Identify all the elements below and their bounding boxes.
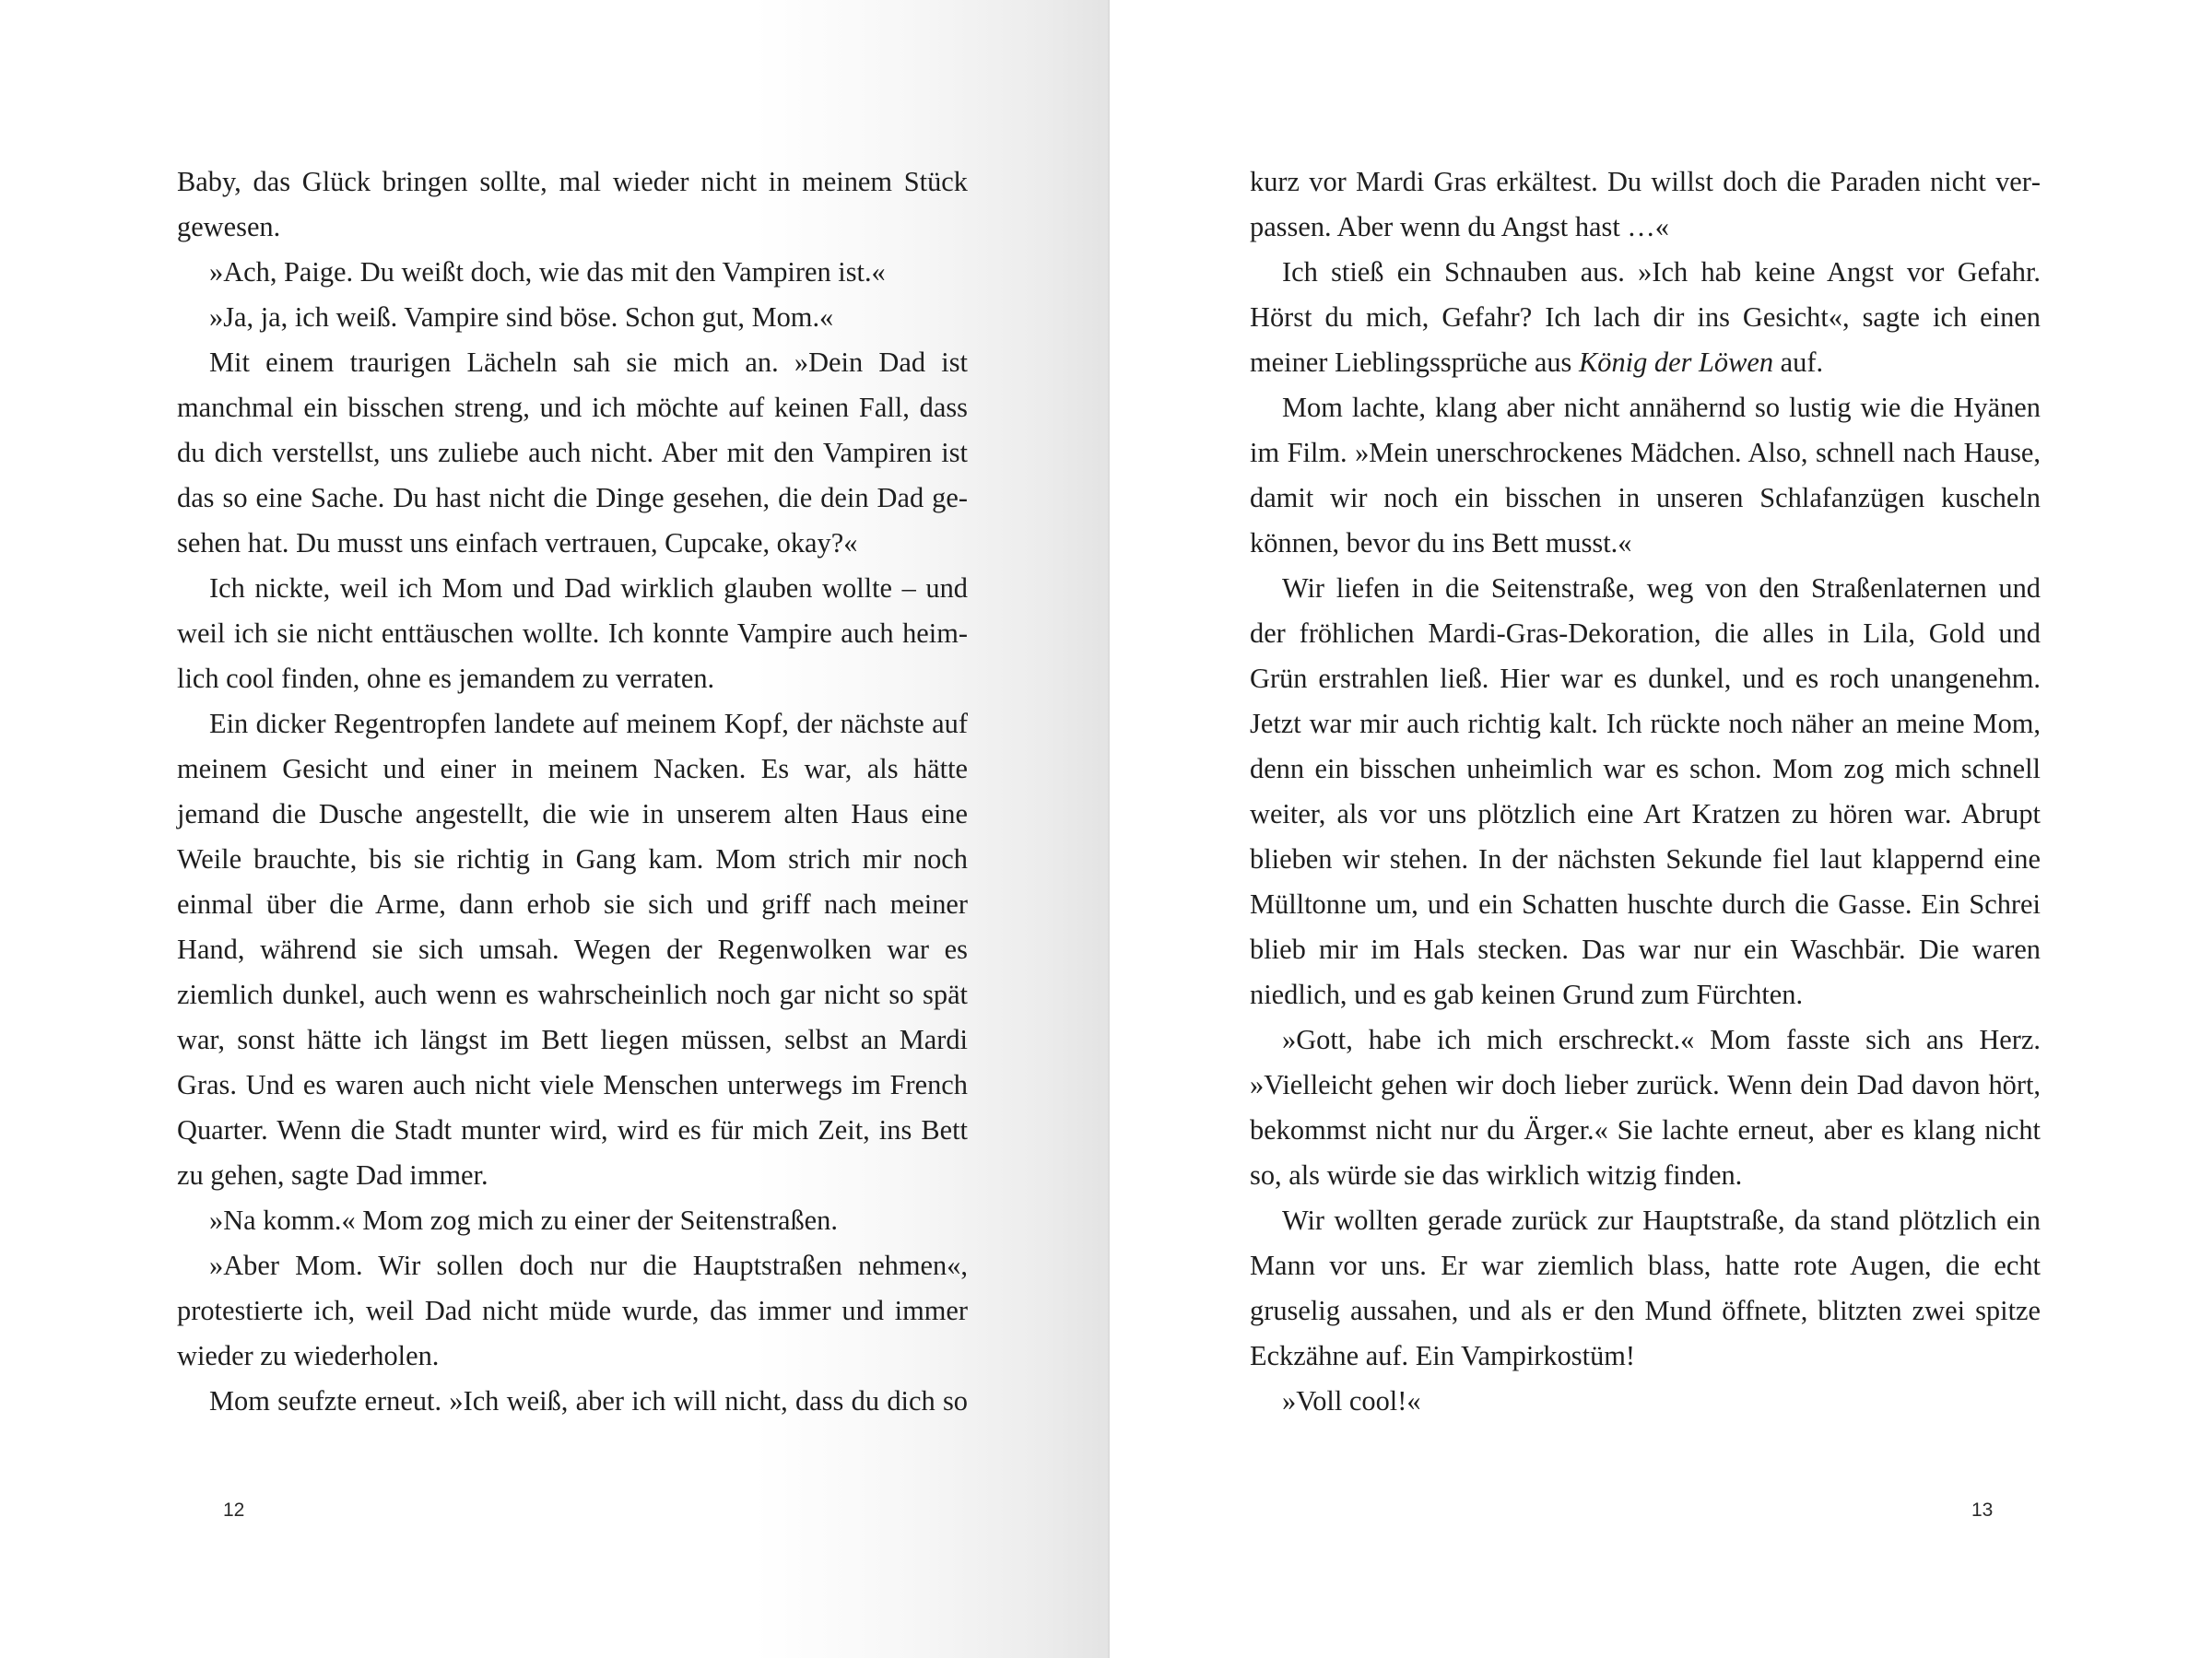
right-page [1110, 0, 2212, 1658]
paragraph: »Voll cool!« [1282, 1385, 1421, 1417]
paragraph [1250, 250, 2041, 385]
paragraph: »Gott, habe ich mich erschreckt.« Mom fasste sich ans Herz. »Vielleicht gehen wir doch lieber zurück. Wenn dein Dad davon hört, bekommst nicht nur du Ärger.« Sie lachte erneut, aber es klang nicht so, als würde sie das wirklich witzig finden. [1250, 1024, 2041, 1191]
paragraph: »Na komm.« Mom zog mich zu einer der Seitenstraßen. [209, 1205, 838, 1236]
paragraph: Ich nickte, weil ich Mom und Dad wirklich glauben wollte – und weil ich sie nicht enttäuschen wollte. Ich konnte Vampire auch heimlich cool finden, ohne es jemandem zu verraten. [177, 572, 968, 694]
paragraph: Mit einem traurigen Lächeln sah sie mich an. »Dein Dad ist manchmal ein bisschen streng, und ich möchte auf keinen Fall, dass du dich verstellst, uns zuliebe auch nicht. Aber mit den Vampiren ist das so eine Sache. Du hast nicht die Dinge gesehen, die dein Dad gesehen hat. Du musst uns einfach vertrauen, Cupcake, okay?« [177, 347, 968, 559]
paragraph-text: Ich stieß ein Schnauben aus. »Ich hab keine Angst vor Gefahr. Hörst du mich, Gefahr? Ich lach dir ins Gesicht«, sagte ich einen meiner Lieblingssprüche aus [1250, 256, 2041, 378]
paragraph-text: auf. [1773, 347, 1824, 378]
left-page-text [177, 159, 968, 1424]
paragraph: Wir wollten gerade zurück zur Hauptstraße, da stand plötzlich ein Mann vor uns. Er war ziemlich blass, hatte rote Augen, die echt gruselig aussahen, und als er den Mund öffnete, blitzten zwei spitze Eckzähne auf. Ein Vampirkostüm! [1250, 1205, 2041, 1371]
right-page-text [1250, 159, 2041, 1424]
paragraph: »Aber Mom. Wir sollen doch nur die Hauptstraßen nehmen«, protestierte ich, weil Dad nicht müde wurde, das immer und immer wieder zu wiederholen. [177, 1250, 968, 1371]
paragraph: Baby, das Glück bringen sollte, mal wieder nicht in meinem Stück gewesen. [177, 166, 968, 242]
paragraph: Mom seufzte erneut. »Ich weiß, aber ich will nicht, dass du dich so [209, 1385, 968, 1417]
paragraph: Mom lachte, klang aber nicht annähernd so lustig wie die Hyänen im Film. »Mein unerschrockenes Mädchen. Also, schnell nach Hause, damit wir noch ein bisschen in unseren Schlafanzügen kuscheln können, bevor du ins Bett musst.« [1250, 392, 2041, 559]
page-number: 13 [1971, 1499, 1994, 1521]
paragraph: »Ja, ja, ich weiß. Vampire sind böse. Schon gut, Mom.« [209, 301, 834, 333]
paragraph: kurz vor Mardi Gras erkältest. Du willst doch die Paraden nicht verpassen. Aber wenn du Angst hast …« [1250, 166, 2041, 242]
paragraph: »Ach, Paige. Du weißt doch, wie das mit den Vampiren ist.« [209, 256, 886, 288]
paragraph: Wir liefen in die Seitenstraße, weg von den Straßenlaternen und der fröhlichen Mardi-Gras-Dekoration, die alles in Lila, Gold und Grün erstrahlen ließ. Hier war es dunkel, und es roch unangenehm. Jetzt war mir auch richtig kalt. Ich rückte noch näher an meine Mom, denn ein bisschen unheimlich war es schon. Mom zog mich schnell weiter, als vor uns plötzlich eine Art Kratzen zu hören war. Abrupt blieben wir stehen. In der nächsten Sekunde fiel laut klappernd eine Mülltonne um, und ein Schatten huschte durch die Gasse. Ein Schrei blieb mir im Hals stecken. Das war nur ein Waschbär. Die waren niedlich, und es gab keinen Grund zum Fürchten. [1250, 572, 2041, 1010]
page-number: 12 [223, 1499, 245, 1521]
paragraph: Ein dicker Regentropfen landete auf meinem Kopf, der nächste auf meinem Gesicht und einer in meinem Nacken. Es war, als hätte jemand die Dusche angestellt, die wie in unserem alten Haus eine Weile brauchte, bis sie richtig in Gang kam. Mom strich mir noch einmal über die Arme, dann erhob sie sich und griff nach meiner Hand, während sie sich umsah. Wegen der Regenwolken war es ziemlich dunkel, auch wenn es wahrscheinlich noch gar nicht so spät war, sonst hätte ich längst im Bett liegen müssen, selbst an Mardi Gras. Und es waren auch nicht viele Menschen unterwegs im French Quarter. Wenn die Stadt munter wird, wird es für mich Zeit, ins Bett zu gehen, sagte Dad immer. [177, 708, 968, 1191]
book-title-italic: König der Löwen [1579, 347, 1774, 378]
